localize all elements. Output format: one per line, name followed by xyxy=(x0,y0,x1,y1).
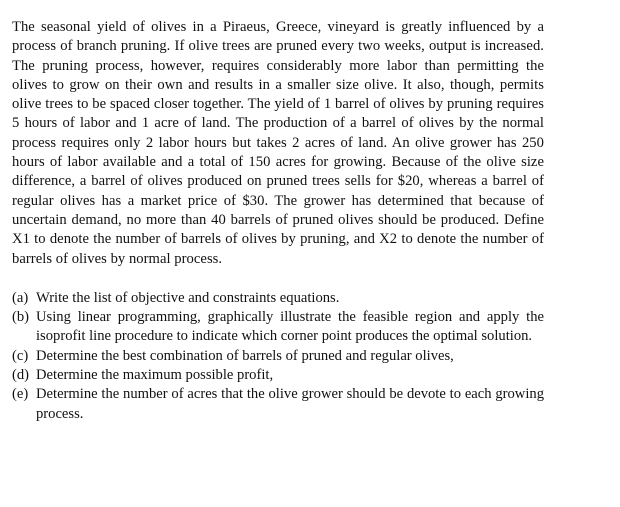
question-letter: (d) xyxy=(12,367,30,384)
question-item-a xyxy=(12,289,544,308)
question-item-b xyxy=(12,308,544,347)
question-text: Using linear programming, graphically illustrate the feasible region and apply the isoprofit line procedure to indicate which corner point produces the optimal solution. xyxy=(36,309,544,345)
question-text: Write the list of objective and constraints equations. xyxy=(36,289,340,306)
question-letter: (c) xyxy=(12,347,29,364)
question-item-c xyxy=(12,347,544,366)
question-text: Determine the maximum possible profit, xyxy=(36,367,274,384)
question-letter: (a) xyxy=(12,289,29,306)
question-letter: (b) xyxy=(12,309,30,326)
question-text: Determine the best combination of barrels of pruned and regular olives, xyxy=(36,347,454,364)
question-letter: (e) xyxy=(12,386,29,403)
question-item-e xyxy=(12,385,544,424)
question-text: Determine the number of acres that the olive grower should be devote to each growing process. xyxy=(36,386,544,422)
question-list xyxy=(12,289,544,424)
question-item-d xyxy=(12,366,544,385)
problem-paragraph: The seasonal yield of olives in a Piraeus, Greece, vineyard is greatly influenced by a process of branch pruning. If olive trees are pruned every two weeks, output is increased. The pruning process, however, requires considerably more labor than permitting the olives to grow on their own and results in a smaller size olive. It also, though, permits olive trees to be spaced closer together. The yield of 1 barrel of olives by pruning requires 5 hours of labor and 1 acre of land. The production of a barrel of olives by the normal process requires only 2 labor hours but takes 2 acres of land. An olive grower has 250 hours of labor available and a total of 150 acres for growing. Because of the olive size difference, a barrel of olives produced on pruned trees sells for $20, whereas a barrel of regular olives has a market price of $30. The grower has determined that because of uncertain demand, no more than 40 barrels of pruned olives should be produced. Define X1 to denote the number of barrels of olives by pruning, and X2 to denote the number of barrels of olives by normal process. xyxy=(12,19,544,267)
problem-document xyxy=(12,18,544,424)
